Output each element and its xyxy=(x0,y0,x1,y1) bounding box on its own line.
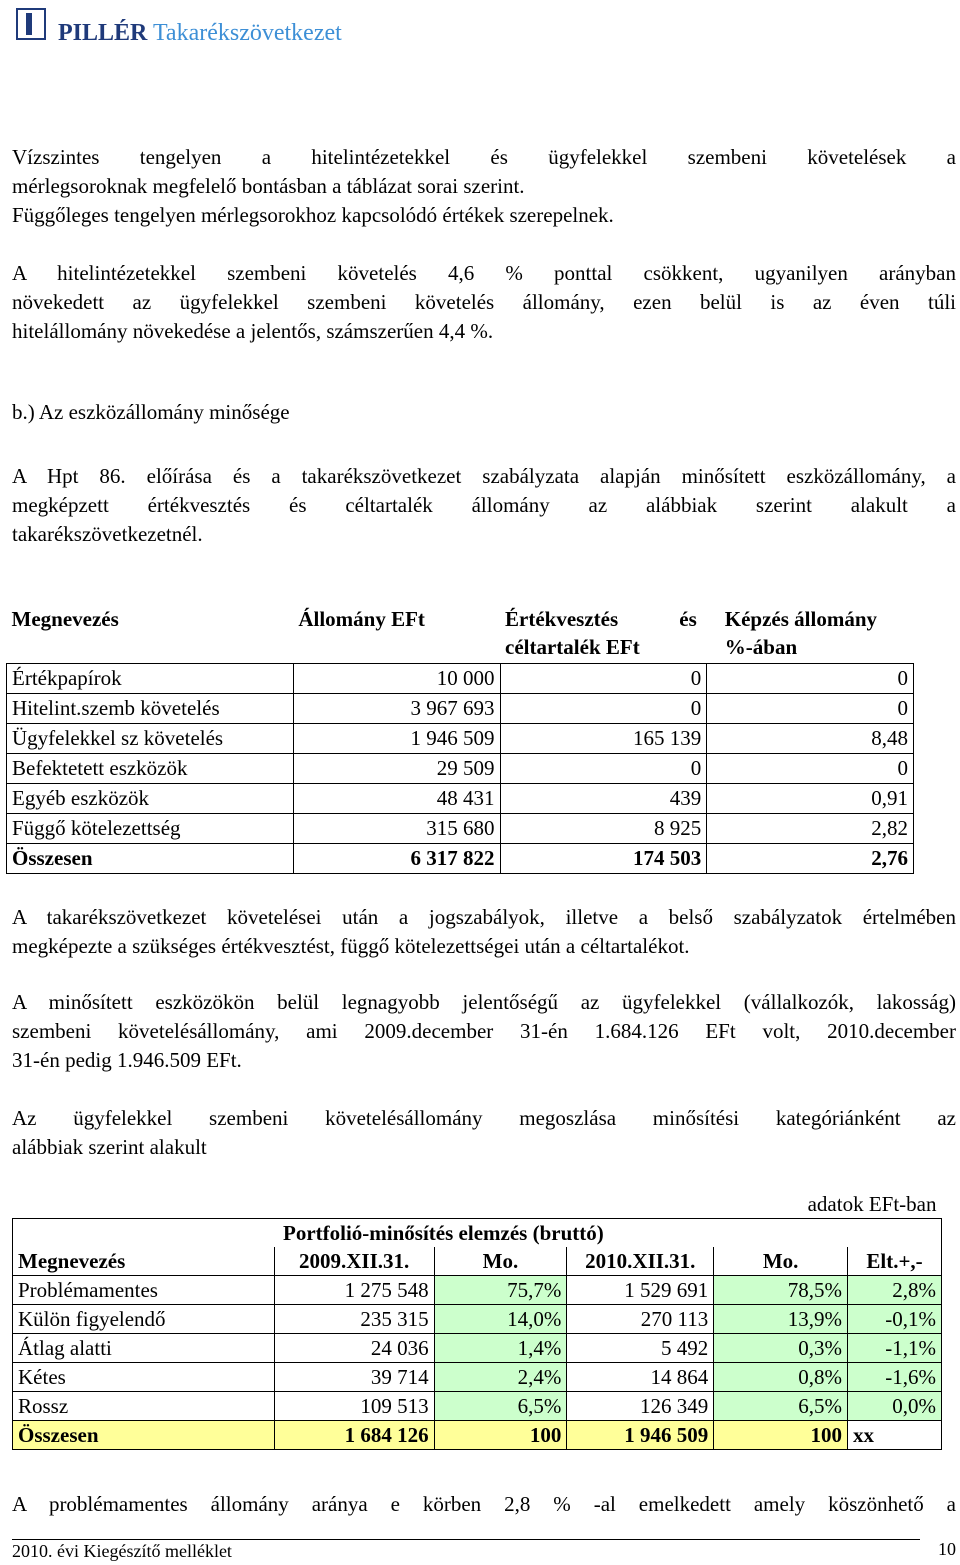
table-title: Portfolió-minősítés elemzés (bruttó) xyxy=(13,1219,942,1248)
table-cell: 39 714 xyxy=(274,1363,434,1392)
footer-divider xyxy=(12,1539,920,1540)
para2-line-2: növekedett az ügyfelekkel szembeni követelés állomány, ezen belül is az éven túli xyxy=(12,290,956,314)
logo-part2: Takarékszövetkezet xyxy=(152,20,342,46)
table-cell: Külön figyelendő xyxy=(13,1305,275,1334)
paragraph-hpt xyxy=(12,462,956,549)
table-header-row xyxy=(7,605,914,664)
para5-line-3: 31-én pedig 1.946.509 EFt. xyxy=(12,1048,242,1072)
table-cell: 2,76 xyxy=(707,844,914,874)
table-cell: 3 967 693 xyxy=(293,694,500,724)
table-cell: 14,0% xyxy=(434,1305,567,1334)
table-row xyxy=(7,784,914,814)
table-cell: 0,91 xyxy=(707,784,914,814)
table-cell: 10 000 xyxy=(293,664,500,694)
intro-paragraph xyxy=(12,143,956,230)
table-row xyxy=(7,664,914,694)
header-cell: Mo. xyxy=(434,1247,567,1276)
table-cell: 48 431 xyxy=(293,784,500,814)
table-cell: Összesen xyxy=(13,1421,275,1450)
table-cell: 2,82 xyxy=(707,814,914,844)
table-row xyxy=(7,754,914,784)
table-row xyxy=(13,1334,942,1363)
paragraph-client-receivables xyxy=(12,988,956,1075)
para3-line-2: megképzett értékvesztés és céltartalék állomány az alábbiak szerint alakult a xyxy=(12,493,956,517)
header-cell: Elt.+,- xyxy=(848,1247,942,1276)
table-cell: 75,7% xyxy=(434,1276,567,1305)
table-total-row xyxy=(13,1421,942,1450)
table-cell: -1,6% xyxy=(848,1363,942,1392)
header-cell: Képzés állomány %-ában xyxy=(724,607,878,659)
table-cell: 100 xyxy=(434,1421,567,1450)
table-cell: Befektetett eszközök xyxy=(7,754,294,784)
table-cell: 1 946 509 xyxy=(567,1421,714,1450)
table-cell: 0,8% xyxy=(714,1363,848,1392)
table-row xyxy=(7,814,914,844)
table-cell: 0,3% xyxy=(714,1334,848,1363)
table-cell: 109 513 xyxy=(274,1392,434,1421)
paragraph-change xyxy=(12,259,956,346)
table-cell: 2,8% xyxy=(848,1276,942,1305)
para6-line-1: Az ügyfelekkel szembeni követelésállomány megoszlása minősítési kategóriánként az xyxy=(12,1106,956,1130)
table-cell: 1 529 691 xyxy=(567,1276,714,1305)
table-cell: 0 xyxy=(500,754,707,784)
table-cell: Függő kötelezettség xyxy=(7,814,294,844)
table-cell: 14 864 xyxy=(567,1363,714,1392)
table-cell: 13,9% xyxy=(714,1305,848,1334)
para5-line-1: A minősített eszközökön belül legnagyobb jelentőségű az ügyfelekkel (vállalkozók, lakosság) xyxy=(12,990,956,1014)
table-cell: 6,5% xyxy=(434,1392,567,1421)
table-cell: 24 036 xyxy=(274,1334,434,1363)
table-cell: 6 317 822 xyxy=(293,844,500,874)
table-cell: 0 xyxy=(500,694,707,724)
table-cell: 2,4% xyxy=(434,1363,567,1392)
table-cell: 1 684 126 xyxy=(274,1421,434,1450)
table-cell: -1,1% xyxy=(848,1334,942,1363)
unit-note: adatok EFt-ban xyxy=(807,1192,937,1216)
header-cell: 2009.XII.31. xyxy=(274,1247,434,1276)
table-cell: 0 xyxy=(707,754,914,784)
logo-text xyxy=(58,20,342,47)
intro-line-2: mérlegsoroknak megfelelő bontásban a táblázat sorai szerint. xyxy=(12,174,525,198)
para3-line-1: A Hpt 86. előírása és a takarékszövetkezet szabályzata alapján minősített eszközállomány, a xyxy=(12,464,956,488)
table-cell: 0 xyxy=(707,664,914,694)
table-cell: Értékpapírok xyxy=(7,664,294,694)
table-cell: 100 xyxy=(714,1421,848,1450)
table-cell: 1 275 548 xyxy=(274,1276,434,1305)
header-cell: Megnevezés xyxy=(13,1247,275,1276)
table-cell: 6,5% xyxy=(714,1392,848,1421)
section-title: b.) Az eszközállomány minősége xyxy=(12,400,290,424)
para4-line-2: megképezte a szükséges értékvesztést, függő kötelezettségei után a céltartalékot. xyxy=(12,934,690,958)
table-cell: 8 925 xyxy=(500,814,707,844)
table-cell: 29 509 xyxy=(293,754,500,784)
table-cell: 126 349 xyxy=(567,1392,714,1421)
table-cell: Átlag alatti xyxy=(13,1334,275,1363)
table-cell: 0 xyxy=(500,664,707,694)
paragraph-conclusion xyxy=(12,1490,956,1519)
table-cell: xx xyxy=(848,1421,942,1450)
table-cell: -0,1% xyxy=(848,1305,942,1334)
table-row xyxy=(7,694,914,724)
table-cell: 8,48 xyxy=(707,724,914,754)
table-title-row xyxy=(13,1219,942,1248)
table-row xyxy=(7,724,914,754)
para4-line-1: A takarékszövetkezet követelései után a jogszabályok, illetve a belső szabályzatok értelmében xyxy=(12,905,956,929)
logo-part1: PILLÉR xyxy=(58,20,148,46)
table-cell: 235 315 xyxy=(274,1305,434,1334)
table-cell: Egyéb eszközök xyxy=(7,784,294,814)
table-row xyxy=(13,1305,942,1334)
table-cell: Hitelint.szemb követelés xyxy=(7,694,294,724)
table-row xyxy=(13,1276,942,1305)
table-cell: Kétes xyxy=(13,1363,275,1392)
paragraph-provisions xyxy=(12,903,956,961)
table-cell: 0 xyxy=(707,694,914,724)
para7-line-1: A problémamentes állomány aránya e körben 2,8 % -al emelkedett amely köszönhető a xyxy=(12,1492,956,1516)
table-cell: 165 139 xyxy=(500,724,707,754)
para5-line-2: szembeni követelésállomány, ami 2009.december 31-én 1.684.126 EFt volt, 2010.december xyxy=(12,1019,956,1043)
header-cell: Mo. xyxy=(714,1247,848,1276)
para3-line-3: takarékszövetkezetnél. xyxy=(12,522,203,546)
table-row xyxy=(13,1392,942,1421)
intro-line-3: Függőleges tengelyen mérlegsorokhoz kapcsolódó értékek szerepelnek. xyxy=(12,203,614,227)
table-cell: 78,5% xyxy=(714,1276,848,1305)
unit-note-row xyxy=(13,1190,942,1219)
para2-line-3: hitelállomány növekedése a jelentős, számszerűen 4,4 %. xyxy=(12,319,494,343)
table-cell: 270 113 xyxy=(567,1305,714,1334)
logo-icon xyxy=(16,8,46,40)
header-cell: 2010.XII.31. xyxy=(567,1247,714,1276)
table-cell: Összesen xyxy=(7,844,294,874)
page-number: 10 xyxy=(938,1539,956,1559)
table-cell: Problémamentes xyxy=(13,1276,275,1305)
table-cell: Ügyfelekkel sz követelés xyxy=(7,724,294,754)
header-cell: Állomány EFt xyxy=(298,607,425,631)
table-cell: Rossz xyxy=(13,1392,275,1421)
header-cell: Értékvesztés és céltartalék EFt xyxy=(505,607,697,659)
asset-quality-table xyxy=(6,605,914,874)
paragraph-distribution xyxy=(12,1104,956,1162)
table-cell: 5 492 xyxy=(567,1334,714,1363)
table-cell: 1 946 509 xyxy=(293,724,500,754)
header-cell: Megnevezés xyxy=(11,607,119,631)
table-header-row xyxy=(13,1247,942,1276)
table-cell: 439 xyxy=(500,784,707,814)
para2-line-1: A hitelintézetekkel szembeni követelés 4,6 % ponttal csökkent, ugyanilyen arányban xyxy=(12,261,956,285)
intro-line-1: Vízszintes tengelyen a hitelintézetekkel és ügyfelekkel szembeni követelések a xyxy=(12,145,956,169)
table-cell: 315 680 xyxy=(293,814,500,844)
table-row xyxy=(13,1363,942,1392)
portfolio-table xyxy=(12,1190,942,1450)
para6-line-2: alábbiak szerint alakult xyxy=(12,1135,207,1159)
table-cell: 174 503 xyxy=(500,844,707,874)
table-cell: 1,4% xyxy=(434,1334,567,1363)
footer-text: 2010. évi Kiegészítő melléklet xyxy=(12,1541,232,1561)
table-total-row xyxy=(7,844,914,874)
table-cell: 0,0% xyxy=(848,1392,942,1421)
